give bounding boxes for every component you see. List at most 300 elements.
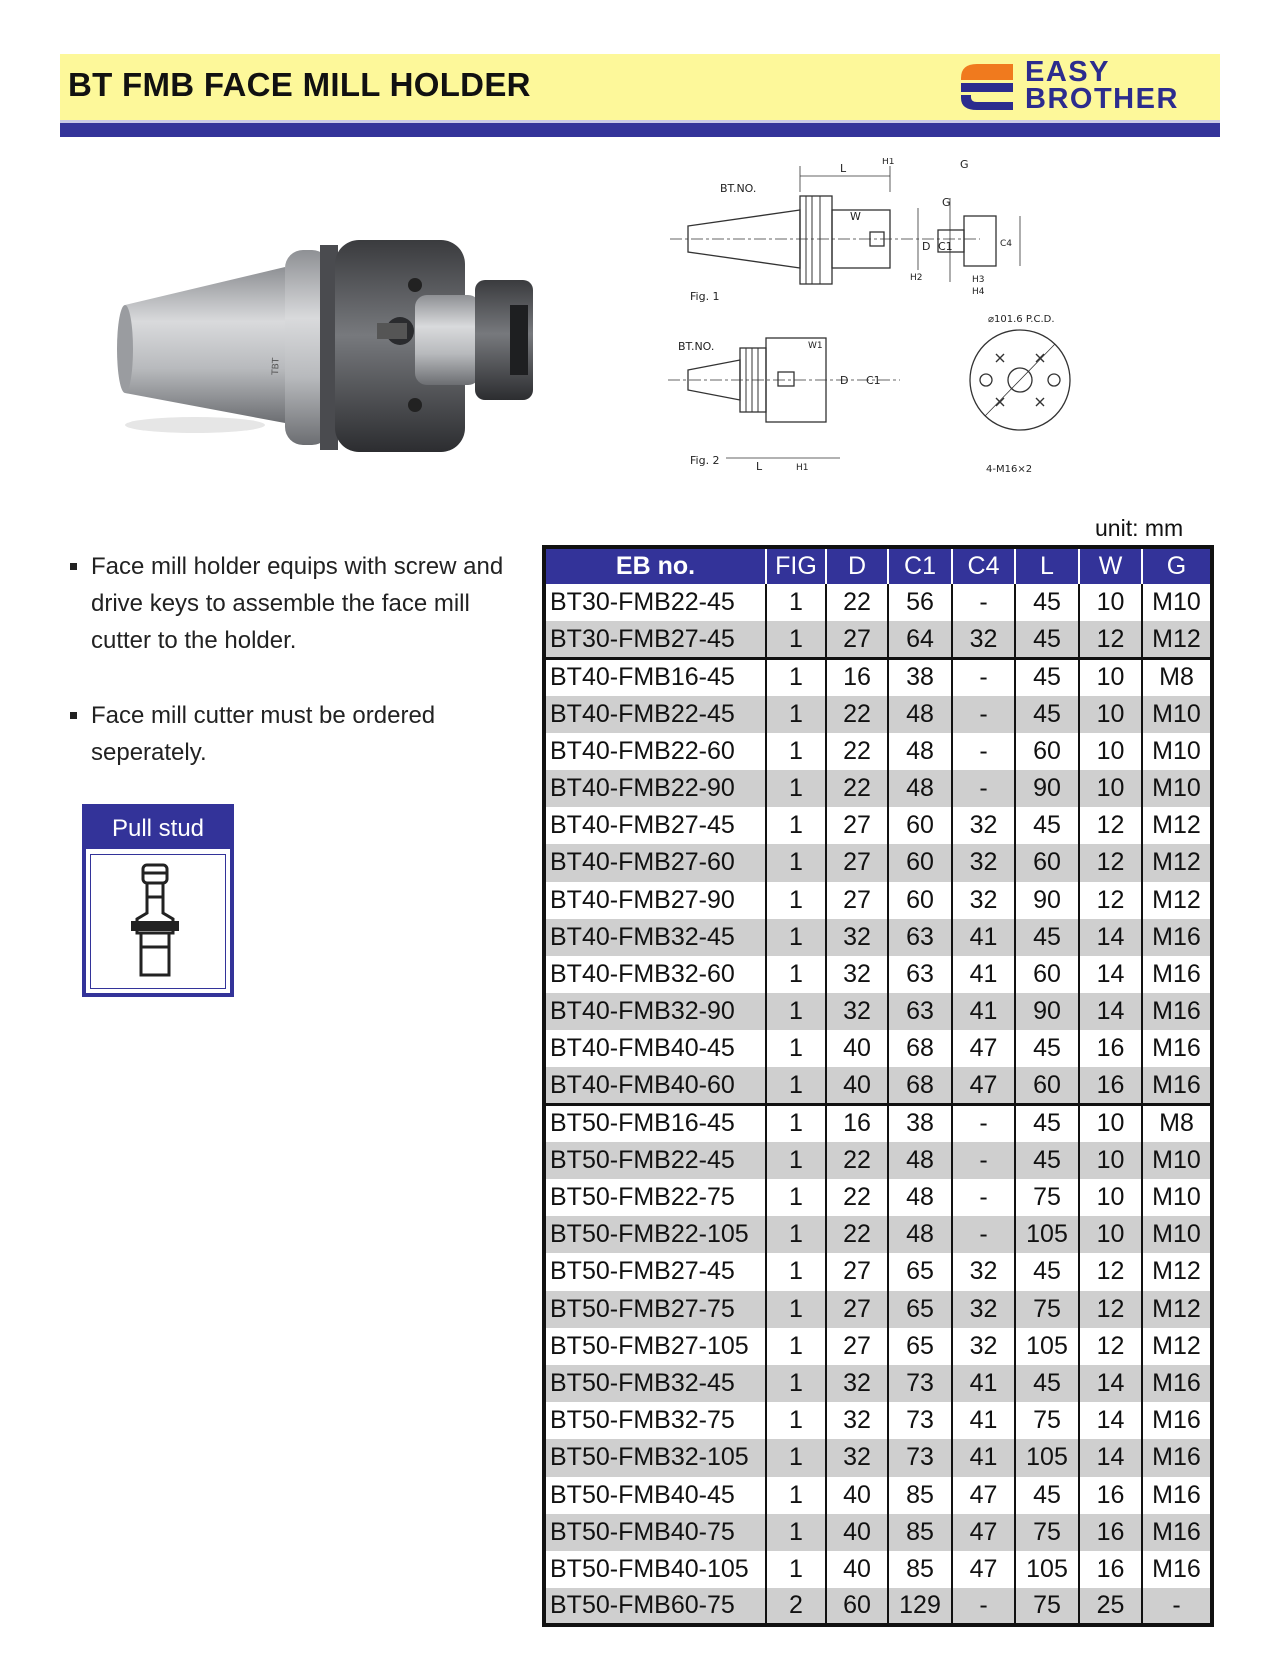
brand-logo-line1: EASY <box>1025 56 1110 88</box>
cell-d: 27 <box>826 1291 888 1328</box>
cell-l: 45 <box>1015 1030 1079 1067</box>
cell-w: 12 <box>1079 1291 1142 1328</box>
cell-fig: 1 <box>766 1551 826 1588</box>
cell-c1: 85 <box>888 1514 952 1551</box>
fig1-drawing <box>670 166 980 284</box>
cell-c4: 32 <box>952 1328 1015 1365</box>
product-photo <box>115 235 585 465</box>
cell-c1: 68 <box>888 1067 952 1104</box>
table-row <box>544 1142 1212 1179</box>
cell-g: M16 <box>1142 956 1212 993</box>
cell-fig: 1 <box>766 1067 826 1104</box>
dim-g-view: G <box>942 196 951 209</box>
table-row <box>544 1588 1212 1625</box>
table-row <box>544 844 1212 881</box>
cell-eb-no: BT50-FMB60-75 <box>544 1588 766 1625</box>
table-row <box>544 621 1212 658</box>
brand-logo <box>955 58 1215 116</box>
cell-c4: 47 <box>952 1067 1015 1104</box>
cell-fig: 1 <box>766 733 826 770</box>
table-row <box>544 882 1212 919</box>
cell-l: 90 <box>1015 770 1079 807</box>
table-row <box>544 770 1212 807</box>
cell-w: 14 <box>1079 993 1142 1030</box>
table-row <box>544 1551 1212 1588</box>
dim-h1-fig2: H1 <box>796 463 809 473</box>
cell-w: 16 <box>1079 1514 1142 1551</box>
cell-c4: - <box>952 770 1015 807</box>
cell-g: M10 <box>1142 1142 1212 1179</box>
cell-g: M12 <box>1142 621 1212 658</box>
cell-c1: 68 <box>888 1030 952 1067</box>
cell-c1: 73 <box>888 1439 952 1476</box>
cell-d: 27 <box>826 882 888 919</box>
cell-fig: 1 <box>766 956 826 993</box>
cell-l: 60 <box>1015 844 1079 881</box>
column-header-d: D <box>826 547 888 584</box>
cell-g: M12 <box>1142 807 1212 844</box>
pcd-label: ⌀101.6 P.C.D. <box>988 314 1055 325</box>
cell-eb-no: BT40-FMB32-60 <box>550 959 735 988</box>
cell-eb-no: BT50-FMB32-75 <box>550 1406 735 1435</box>
cell-l: 105 <box>1015 1328 1079 1365</box>
cell-fig: 1 <box>766 1291 826 1328</box>
cell-c1: 56 <box>888 584 952 621</box>
cell-g: M10 <box>1142 696 1212 733</box>
cell-c4: - <box>952 1105 1015 1142</box>
cell-fig: 1 <box>766 844 826 881</box>
column-header-fig: FIG <box>766 547 826 584</box>
cell-c4: 41 <box>952 956 1015 993</box>
table-row <box>544 1365 1212 1402</box>
cell-l: 45 <box>1015 919 1079 956</box>
table-body <box>544 584 1212 1625</box>
cell-l: 75 <box>1015 1291 1079 1328</box>
cell-g: M16 <box>1142 1477 1212 1514</box>
cell-eb-no: BT50-FMB27-105 <box>550 1331 749 1360</box>
table-row <box>544 696 1212 733</box>
bt-no-label-fig1: BT.NO. <box>720 182 757 195</box>
cell-fig: 1 <box>766 882 826 919</box>
cell-c4: 41 <box>952 993 1015 1030</box>
cell-c1: 48 <box>888 733 952 770</box>
cell-eb-no: BT50-FMB27-75 <box>544 1291 766 1328</box>
cell-d: 60 <box>826 1588 888 1625</box>
dim-g-leader: G <box>960 158 969 171</box>
cell-l: 45 <box>1015 696 1079 733</box>
cell-l: 45 <box>1015 621 1079 658</box>
cell-d: 22 <box>826 584 888 621</box>
cell-c4: - <box>952 1588 1015 1625</box>
cell-eb-no: BT50-FMB22-75 <box>550 1183 735 1212</box>
cell-eb-no: BT50-FMB16-45 <box>544 1105 766 1142</box>
table-row <box>544 1477 1212 1514</box>
cell-l: 60 <box>1015 733 1079 770</box>
table-row <box>544 1253 1212 1290</box>
cell-eb-no: BT30-FMB27-45 <box>544 621 766 658</box>
cell-c4: - <box>952 658 1015 695</box>
cell-g: M10 <box>1142 584 1212 621</box>
cell-d: 22 <box>826 1179 888 1216</box>
cell-c1: 65 <box>888 1291 952 1328</box>
fig2-drawing <box>668 338 900 458</box>
cell-d: 40 <box>826 1067 888 1104</box>
cell-l: 45 <box>1015 807 1079 844</box>
cell-c1: 48 <box>888 770 952 807</box>
feature-text: Face mill holder equips with screw and drive keys to assemble the face mill cutter to the holder. <box>91 553 504 654</box>
cell-w: 10 <box>1079 696 1142 733</box>
cell-d: 32 <box>826 1365 888 1402</box>
cell-c4: 47 <box>952 1551 1015 1588</box>
cell-l: 60 <box>1015 1067 1079 1104</box>
pull-stud-box <box>82 804 234 997</box>
cell-c1: 65 <box>888 1253 952 1290</box>
cell-g: M16 <box>1142 1067 1212 1104</box>
cell-g: M16 <box>1142 1402 1212 1439</box>
cell-l: 105 <box>1015 1216 1079 1253</box>
cell-c4: 41 <box>952 1365 1015 1402</box>
cell-fig: 1 <box>766 1477 826 1514</box>
cell-eb-no: BT40-FMB32-45 <box>544 919 766 956</box>
feature-item <box>68 548 528 659</box>
bullet-icon <box>70 712 77 719</box>
cell-w: 16 <box>1079 1067 1142 1104</box>
cell-c1: 38 <box>888 658 952 695</box>
cell-w: 12 <box>1079 882 1142 919</box>
cell-w: 14 <box>1079 1365 1142 1402</box>
cell-l: 75 <box>1015 1179 1079 1216</box>
cell-g: M8 <box>1142 1105 1212 1142</box>
dim-c1-fig2: C1 <box>866 374 881 387</box>
cell-w: 12 <box>1079 1328 1142 1365</box>
cell-l: 90 <box>1015 993 1079 1030</box>
brand-logo-line2: BROTHER <box>1025 83 1179 115</box>
cell-w: 12 <box>1079 844 1142 881</box>
cell-d: 32 <box>826 993 888 1030</box>
cell-c4: 32 <box>952 1291 1015 1328</box>
pull-stud-body <box>90 854 226 989</box>
cell-l: 45 <box>1015 1253 1079 1290</box>
cell-eb-no: BT50-FMB22-105 <box>544 1216 766 1253</box>
cell-fig: 2 <box>766 1588 826 1625</box>
cell-c4: - <box>952 696 1015 733</box>
cell-d: 22 <box>826 696 888 733</box>
cell-c4: 32 <box>952 844 1015 881</box>
cell-d: 40 <box>826 1477 888 1514</box>
cell-w: 10 <box>1079 733 1142 770</box>
pull-stud-label: Pull stud <box>86 808 230 849</box>
cell-eb-no: BT50-FMB22-45 <box>544 1142 766 1179</box>
cell-c1: 48 <box>888 1142 952 1179</box>
cell-d: 27 <box>826 1328 888 1365</box>
cell-eb-no: BT50-FMB40-45 <box>550 1480 735 1509</box>
cell-eb-no: BT40-FMB27-45 <box>550 811 735 840</box>
dim-h3: H3 <box>972 275 985 285</box>
cell-w: 12 <box>1079 621 1142 658</box>
dim-w1: W1 <box>808 341 823 351</box>
cell-fig: 1 <box>766 1216 826 1253</box>
cell-fig: 1 <box>766 1439 826 1476</box>
cell-c1: 48 <box>888 1179 952 1216</box>
cell-c1: 63 <box>888 993 952 1030</box>
fig1-label: Fig. 1 <box>690 290 720 303</box>
cell-l: 105 <box>1015 1551 1079 1588</box>
cell-eb-no: BT40-FMB32-90 <box>544 993 766 1030</box>
holes-label: 4-M16×2 <box>986 464 1033 475</box>
cell-w: 16 <box>1079 1030 1142 1067</box>
cell-eb-no: BT40-FMB27-60 <box>544 844 766 881</box>
cell-g: M10 <box>1142 1216 1212 1253</box>
cell-eb-no: BT40-FMB22-60 <box>550 736 735 765</box>
cell-fig: 1 <box>766 1030 826 1067</box>
cell-c4: 41 <box>952 1402 1015 1439</box>
cell-fig: 1 <box>766 770 826 807</box>
cell-fig: 1 <box>766 584 826 621</box>
cell-w: 10 <box>1079 1179 1142 1216</box>
dim-w-fig1: W <box>850 210 861 223</box>
cell-c4: 32 <box>952 621 1015 658</box>
cell-c4: - <box>952 1216 1015 1253</box>
table-row <box>544 1514 1212 1551</box>
column-header-g: G <box>1142 547 1212 584</box>
cell-d: 27 <box>826 1253 888 1290</box>
table-row <box>544 733 1212 770</box>
cell-c1: 63 <box>888 919 952 956</box>
table-row <box>544 956 1212 993</box>
cell-d: 16 <box>826 1105 888 1142</box>
cell-d: 32 <box>826 1402 888 1439</box>
cell-c4: 47 <box>952 1477 1015 1514</box>
cell-g: M16 <box>1142 993 1212 1030</box>
cell-c1: 64 <box>888 621 952 658</box>
cell-c1: 73 <box>888 1365 952 1402</box>
cell-fig: 1 <box>766 807 826 844</box>
dim-l-fig1: L <box>840 162 847 175</box>
svg-text:TBT: TBT <box>271 357 282 376</box>
cell-w: 10 <box>1079 1142 1142 1179</box>
cell-d: 32 <box>826 956 888 993</box>
cell-w: 16 <box>1079 1477 1142 1514</box>
cell-eb-no: BT30-FMB22-45 <box>550 588 735 617</box>
cell-c4: - <box>952 584 1015 621</box>
table-row <box>544 919 1212 956</box>
cell-w: 12 <box>1079 807 1142 844</box>
cell-c1: 65 <box>888 1328 952 1365</box>
cell-g: M10 <box>1142 1179 1212 1216</box>
table-row <box>544 1105 1212 1142</box>
feature-list <box>68 548 528 809</box>
cell-d: 40 <box>826 1551 888 1588</box>
cell-fig: 1 <box>766 1253 826 1290</box>
dim-h1-fig1: H1 <box>882 158 895 167</box>
column-header-w: W <box>1079 547 1142 584</box>
cell-d: 22 <box>826 1142 888 1179</box>
cell-l: 75 <box>1015 1402 1079 1439</box>
cell-c1: 129 <box>888 1588 952 1625</box>
column-header-l: L <box>1015 547 1079 584</box>
cell-w: 10 <box>1079 770 1142 807</box>
cell-fig: 1 <box>766 1179 826 1216</box>
cell-c1: 85 <box>888 1477 952 1514</box>
cell-c4: 32 <box>952 1253 1015 1290</box>
cell-d: 40 <box>826 1030 888 1067</box>
bt-no-label-fig2: BT.NO. <box>678 340 715 353</box>
cell-d: 16 <box>826 658 888 695</box>
spec-table <box>542 545 1214 1627</box>
cell-eb-no: BT50-FMB32-105 <box>544 1439 766 1476</box>
pcd-view <box>970 330 1070 430</box>
cell-c1: 38 <box>888 1105 952 1142</box>
table-header-row <box>544 547 1212 584</box>
cell-c4: 32 <box>952 807 1015 844</box>
cell-c4: 41 <box>952 1439 1015 1476</box>
cell-g: M10 <box>1142 733 1212 770</box>
cell-c1: 60 <box>888 882 952 919</box>
column-header-c1: C1 <box>888 547 952 584</box>
cell-c4: - <box>952 1179 1015 1216</box>
cell-fig: 1 <box>766 1142 826 1179</box>
table-row <box>544 1439 1212 1476</box>
cell-d: 32 <box>826 919 888 956</box>
cell-l: 45 <box>1015 1365 1079 1402</box>
cell-fig: 1 <box>766 1105 826 1142</box>
cell-w: 10 <box>1079 658 1142 695</box>
cell-g: M16 <box>1142 1365 1212 1402</box>
cell-w: 10 <box>1079 1216 1142 1253</box>
cell-g: - <box>1142 1588 1212 1625</box>
dim-d-fig2: D <box>840 374 849 387</box>
cell-fig: 1 <box>766 1402 826 1439</box>
cell-g: M12 <box>1142 1291 1212 1328</box>
cell-eb-no: BT40-FMB40-45 <box>550 1034 735 1063</box>
feature-item <box>68 697 528 771</box>
cell-c4: - <box>952 733 1015 770</box>
cell-g: M16 <box>1142 1551 1212 1588</box>
table-row <box>544 1291 1212 1328</box>
table-row <box>544 1067 1212 1104</box>
cell-c4: 47 <box>952 1030 1015 1067</box>
cell-d: 32 <box>826 1439 888 1476</box>
cell-l: 45 <box>1015 1105 1079 1142</box>
cell-l: 45 <box>1015 1142 1079 1179</box>
cell-w: 12 <box>1079 1253 1142 1290</box>
cell-fig: 1 <box>766 1328 826 1365</box>
cell-g: M16 <box>1142 1439 1212 1476</box>
cell-w: 16 <box>1079 1551 1142 1588</box>
cell-fig: 1 <box>766 1514 826 1551</box>
cell-d: 22 <box>826 1216 888 1253</box>
cell-w: 14 <box>1079 919 1142 956</box>
cell-g: M12 <box>1142 882 1212 919</box>
table-row <box>544 807 1212 844</box>
dim-l-fig2: L <box>756 460 763 473</box>
bullet-icon <box>70 563 77 570</box>
cell-w: 10 <box>1079 1105 1142 1142</box>
cell-g: M12 <box>1142 1328 1212 1365</box>
dim-d-fig1: D <box>922 240 931 253</box>
cell-c1: 60 <box>888 807 952 844</box>
cell-g: M16 <box>1142 1030 1212 1067</box>
cell-c4: - <box>952 1142 1015 1179</box>
feature-text: Face mill cutter must be ordered seperately. <box>91 702 436 766</box>
cell-g: M8 <box>1142 658 1212 695</box>
cell-eb-no: BT40-FMB22-90 <box>544 770 766 807</box>
cell-fig: 1 <box>766 696 826 733</box>
cell-eb-no: BT40-FMB22-45 <box>544 696 766 733</box>
table-row <box>544 658 1212 695</box>
dim-c1-fig1: C1 <box>938 240 953 253</box>
table-row <box>544 1328 1212 1365</box>
cell-d: 40 <box>826 1514 888 1551</box>
dim-h4: H4 <box>972 287 985 297</box>
cell-eb-no: BT50-FMB40-75 <box>544 1514 766 1551</box>
cell-fig: 1 <box>766 919 826 956</box>
dim-c4: C4 <box>1000 239 1013 249</box>
cell-g: M12 <box>1142 1253 1212 1290</box>
cell-eb-no: BT50-FMB40-105 <box>550 1554 749 1583</box>
cell-c4: 32 <box>952 882 1015 919</box>
header-divider <box>60 123 1220 137</box>
unit-label: unit: mm <box>1095 515 1184 541</box>
table-row <box>544 1402 1212 1439</box>
cell-g: M16 <box>1142 1514 1212 1551</box>
column-header-eb-no: EB no. <box>544 547 766 584</box>
cell-l: 75 <box>1015 1514 1079 1551</box>
cell-c4: 47 <box>952 1514 1015 1551</box>
cell-l: 90 <box>1015 882 1079 919</box>
cell-l: 60 <box>1015 956 1079 993</box>
cell-c4: 41 <box>952 919 1015 956</box>
cell-l: 105 <box>1015 1439 1079 1476</box>
cell-fig: 1 <box>766 993 826 1030</box>
table-row <box>544 1030 1212 1067</box>
table-row <box>544 584 1212 621</box>
cell-d: 27 <box>826 844 888 881</box>
cell-eb-no: BT50-FMB32-45 <box>544 1365 766 1402</box>
cell-d: 22 <box>826 770 888 807</box>
cell-eb-no: BT40-FMB27-90 <box>550 885 735 914</box>
dim-h2-fig1: H2 <box>910 273 923 283</box>
cell-c1: 85 <box>888 1551 952 1588</box>
cell-d: 22 <box>826 733 888 770</box>
cell-g: M10 <box>1142 770 1212 807</box>
cell-c1: 60 <box>888 844 952 881</box>
cell-g: M12 <box>1142 844 1212 881</box>
cell-eb-no: BT50-FMB27-45 <box>550 1257 735 1286</box>
page-title: BT FMB FACE MILL HOLDER <box>68 66 531 103</box>
cell-l: 45 <box>1015 658 1079 695</box>
cell-l: 45 <box>1015 1477 1079 1514</box>
table-row <box>544 993 1212 1030</box>
cell-l: 75 <box>1015 1588 1079 1625</box>
cell-c1: 48 <box>888 1216 952 1253</box>
cell-w: 14 <box>1079 1402 1142 1439</box>
cell-c1: 48 <box>888 696 952 733</box>
cell-w: 14 <box>1079 956 1142 993</box>
column-header-c4: C4 <box>952 547 1015 584</box>
cell-eb-no: BT40-FMB16-45 <box>544 658 766 695</box>
cell-eb-no: BT40-FMB40-60 <box>544 1067 766 1104</box>
fig2-label: Fig. 2 <box>690 454 720 467</box>
cell-fig: 1 <box>766 1365 826 1402</box>
cell-w: 25 <box>1079 1588 1142 1625</box>
cell-fig: 1 <box>766 658 826 695</box>
pull-stud-icon <box>91 855 227 991</box>
cell-w: 14 <box>1079 1439 1142 1476</box>
cell-l: 45 <box>1015 584 1079 621</box>
table-row <box>544 1216 1212 1253</box>
cell-d: 27 <box>826 621 888 658</box>
